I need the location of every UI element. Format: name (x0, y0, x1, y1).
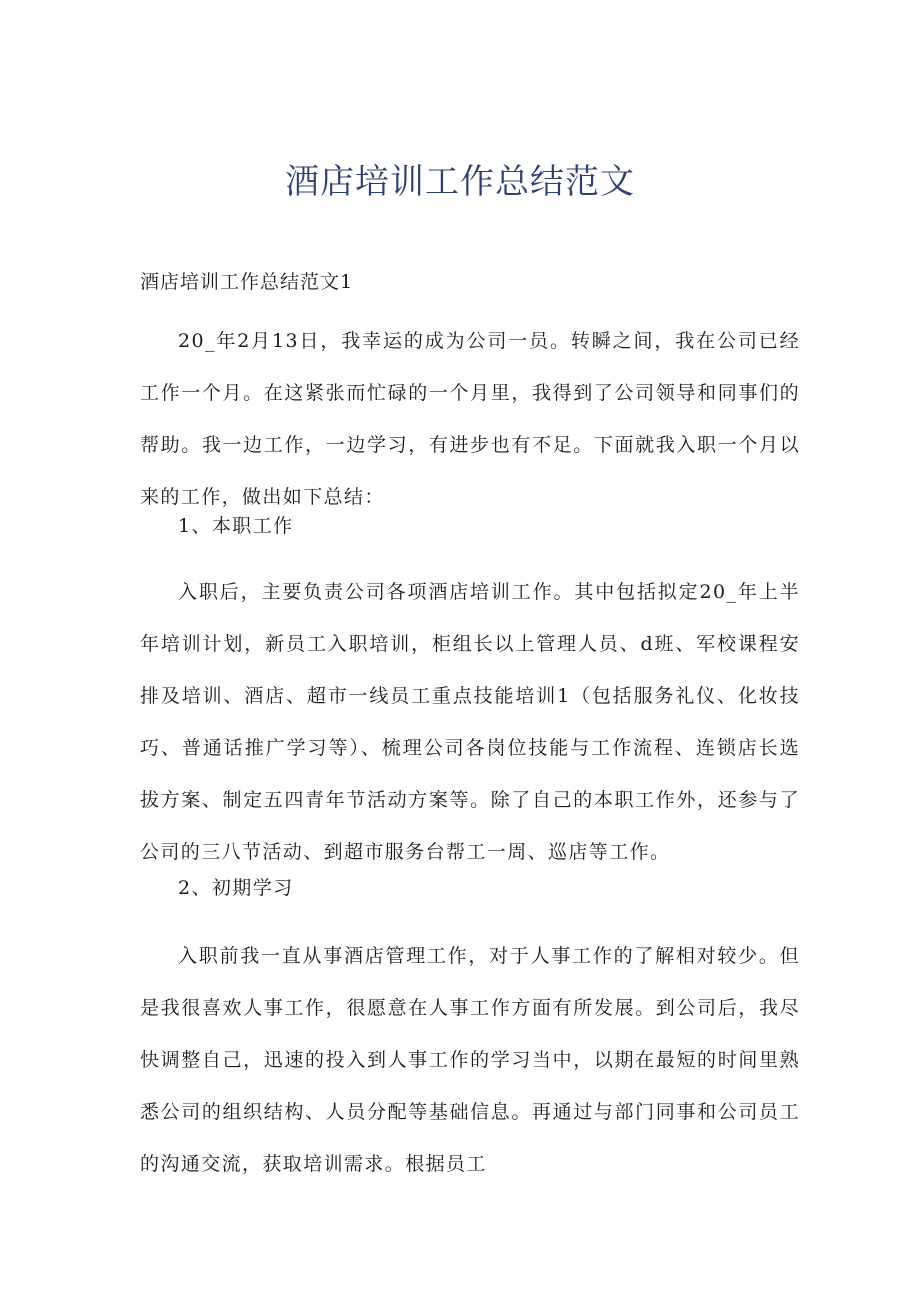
section-heading-2: 2、初期学习 (178, 877, 294, 899)
paragraph-learning: 入职前我一直从事酒店管理工作，对于人事工作的了解相对较少。但是我很喜欢人事工作，很愿意在人事工作方面有所发展。到公司后，我尽快调整自己，迅速的投入到人事工作的学习当中，以期在最短的时间里熟悉公司的组织结构、人员分配等基础信息。再通过与部门同事和公司员工的沟通交流，获取培训需求。根据员工 (140, 945, 800, 1175)
section-heading-1: 1、本职工作 (178, 515, 294, 537)
paragraph-duties: 入职后，主要负责公司各项酒店培训工作。其中包括拟定20_年上半年培训计划，新员工入职培训，柜组长以上管理人员、d班、军校课程安排及培训、酒店、超市一线员工重点技能培训1（包括服务礼仪、化妆技巧、普通话推广学习等）、梳理公司各岗位技能与工作流程、连锁店长选拔方案、制定五四青年节活动方案等。除了自己的本职工作外，还参与了公司的三八节活动、到超市服务台帮工一周、巡店等工作。 (140, 581, 800, 863)
subheading: 酒店培训工作总结范文1 (140, 271, 354, 293)
paragraph-intro: 20_年2月13日，我幸运的成为公司一员。转瞬之间，我在公司已经工作一个月。在这紧张而忙碌的一个月里，我得到了公司领导和同事们的帮助。我一边工作，一边学习，有进步也有不足。下面就我入职一个月以来的工作，做出如下总结： (140, 330, 800, 508)
document-title: 酒店培训工作总结范文 (285, 162, 635, 202)
